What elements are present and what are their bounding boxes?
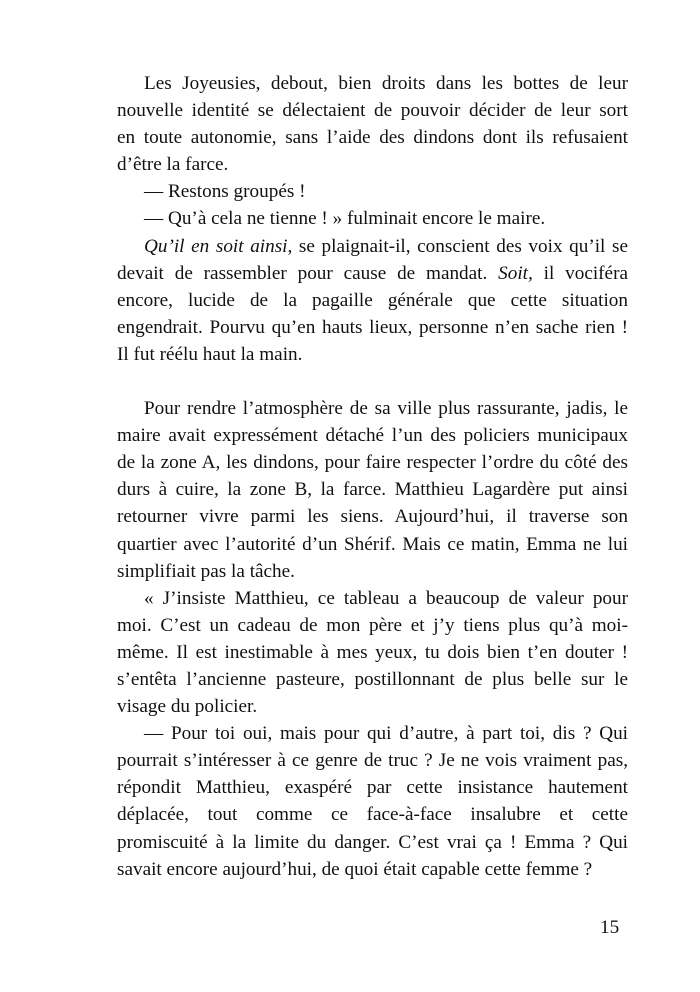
dialogue-line: — Restons groupés ! — [144, 181, 306, 203]
text-fragment: il vociféra — [532, 262, 628, 284]
text-line: Pour rendre l’atmosphère de sa ville plus rassurante, jadis, le — [144, 398, 628, 420]
text-line: de la zone A, les dindons, pour faire respecter l’ordre du côté des — [117, 452, 628, 474]
text-line: en toute autonomie, sans l’aide des dindons dont ils refusaient — [117, 127, 628, 149]
text-line: visage du policier. — [117, 696, 258, 718]
text-line: répondit Matthieu, exaspéré par cette insistance hautement — [117, 777, 628, 799]
text-line: moi. C’est un cadeau de mon père et j’y tiens plus qu’à moi- — [117, 614, 628, 636]
text-line: promiscuité à la limite du danger. C’est vrai ça ! Emma ? Qui — [117, 831, 628, 853]
text-line: quartier avec l’autorité d’un Shérif. Mais ce matin, Emma ne lui — [117, 533, 628, 555]
section-gap — [117, 368, 628, 395]
text-fragment: se plaignait-il, conscient des voix qu’il se — [292, 235, 628, 257]
text-line: durs à cuire, la zone B, la farce. Matthieu Lagardère put ainsi — [117, 479, 628, 501]
text-line: simplifiait pas la tâche. — [117, 560, 295, 582]
paragraph-joyeusies — [117, 70, 628, 178]
italic-phrase: Qu’il en soit ainsi, — [144, 235, 293, 257]
text-line — [117, 233, 628, 260]
text-line — [117, 260, 628, 287]
dialogue-line: — Qu’à cela ne tienne ! » fulminait encore le maire. — [144, 208, 546, 230]
text-line: — Pour toi oui, mais pour qui d’autre, à part toi, dis ? Qui — [144, 723, 628, 745]
text-fragment: devait de rassembler pour cause de mandat. — [117, 262, 499, 284]
page-number: 15 — [600, 917, 620, 938]
text-line: Il fut réélu haut la main. — [117, 343, 303, 365]
text-line: encore, lucide de la pagaille générale que cette situation — [117, 289, 628, 311]
text-line: d’être la farce. — [117, 154, 229, 176]
paragraph-mayor — [117, 233, 628, 368]
text-line: engendrait. Pourvu qu’en hauts lieux, personne n’en sache rien ! — [117, 316, 628, 338]
text-line: même. Il est inestimable à mes yeux, tu dois bien t’en douter ! — [117, 641, 628, 663]
page-body — [117, 70, 628, 883]
paragraph-emma — [117, 585, 628, 720]
text-line: retourner vivre parmi les siens. Aujourd’hui, il traverse son — [117, 506, 628, 528]
paragraph-matthieu — [117, 720, 628, 883]
text-line: Les Joyeusies, debout, bien droits dans les bottes de leur — [144, 73, 628, 94]
text-line: pourrait s’intéresser à ce genre de truc ? Je ne vois vraiment pas, — [117, 750, 628, 772]
text-line: déplacée, tout comme ce face-à-face insalubre et cette — [117, 804, 628, 826]
paragraph-policier — [117, 395, 628, 585]
text-line: savait encore aujourd’hui, de quoi était capable cette femme ? — [117, 858, 593, 880]
text-line: nouvelle identité se délectaient de pouvoir décider de leur sort — [117, 100, 628, 122]
text-line: « J’insiste Matthieu, ce tableau a beaucoup de valeur pour — [144, 587, 628, 609]
italic-word: Soit, — [498, 262, 533, 284]
text-line: maire avait expressément détaché l’un des policiers municipaux — [117, 425, 628, 447]
text-line: s’entêta l’ancienne pasteure, postillonnant de plus belle sur le — [117, 668, 628, 690]
